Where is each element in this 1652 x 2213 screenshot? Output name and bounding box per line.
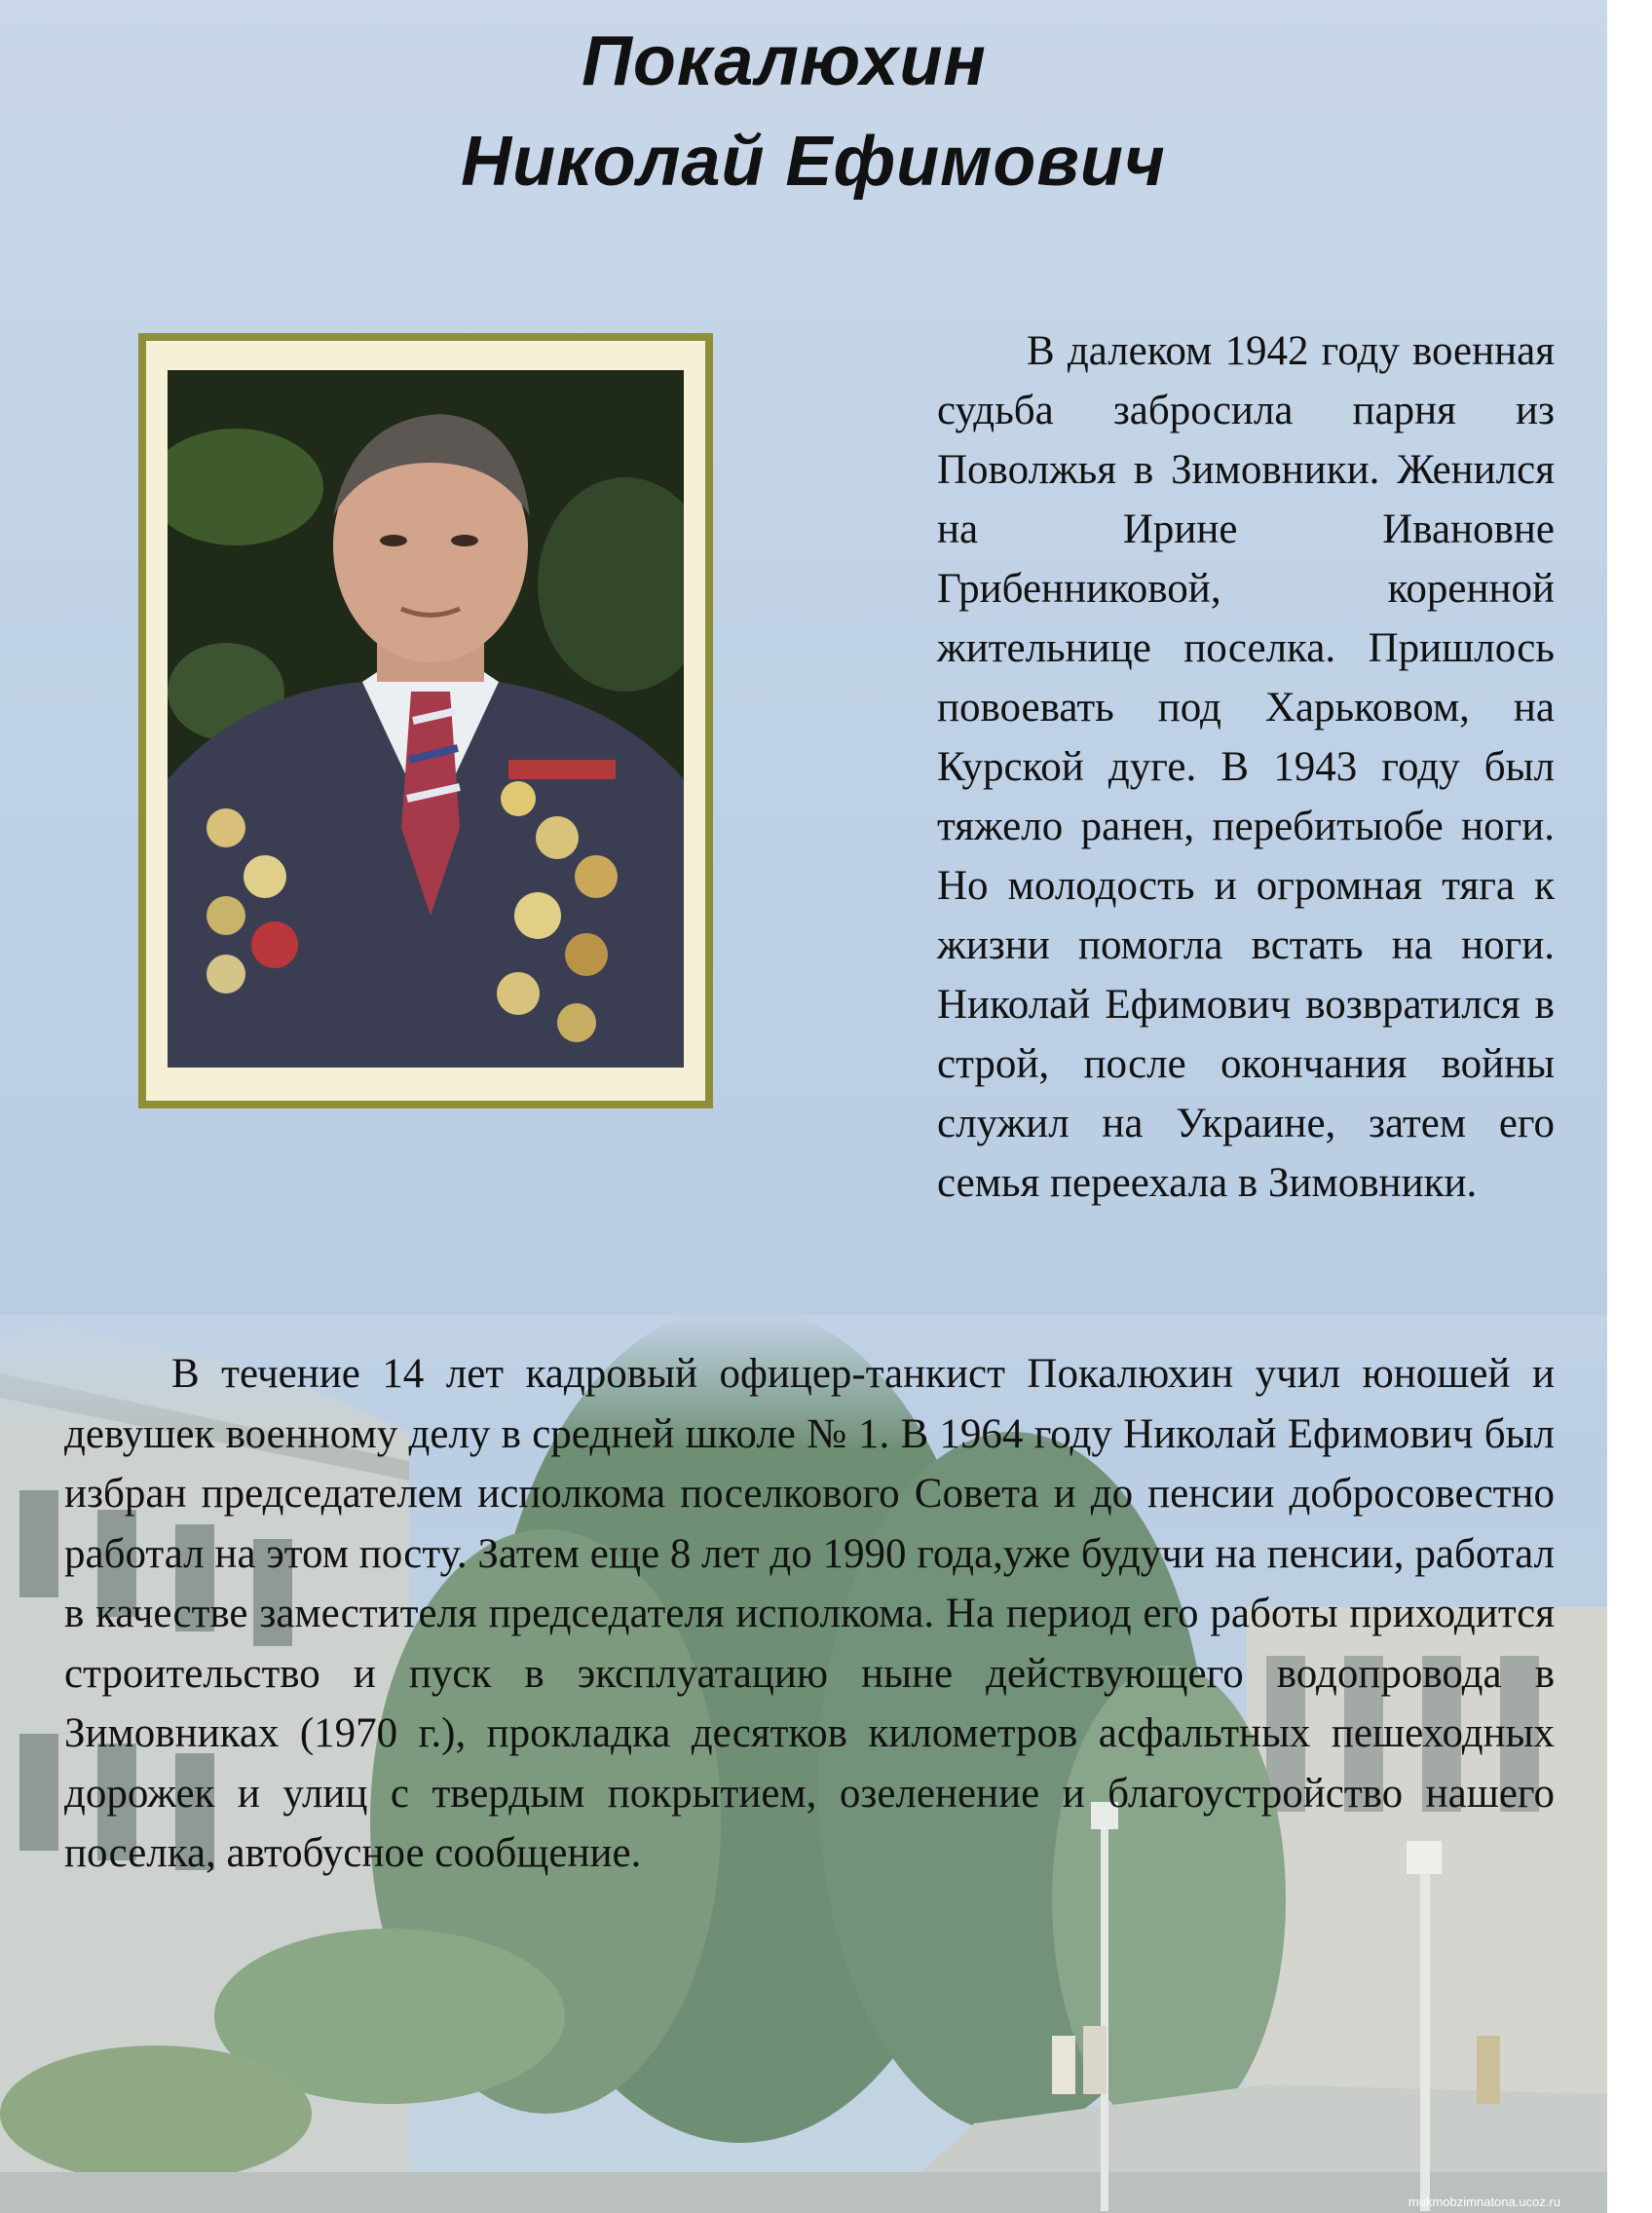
biography-paragraph-1: В далеком 1942 году военная судьба забросила парня из Поволжья в Зимовники. Женился на Ирине Ивановне Грибенниковой, коренной жительнице поселка. Пришлось повоевать под Харьковом, на Курской дуге. В 1943 году был тяжело ранен, перебитыобе ноги. Но молодость и огромная тяга к жизни помогла встать на ноги. Николай Ефимович возвратился в строй, после окончания войны служил на Украине, затем его семья переехала в Зимовники. [937, 328, 1555, 1206]
site-watermark: mukmobzimnatona.ucoz.ru [1408, 2194, 1560, 2209]
biography-paragraph-2: В течение 14 лет кадровый офицер-танкист Покалюхин учил юношей и девушек военному делу в средней школе № 1. В 1964 году Николай Ефимович был избран председателем исполкома поселкового Совета и до пенсии добросовестно работал на этом посту. Затем еще 8 лет до 1990 года,уже будучи на пенсии, работал в качестве заместителя председателя исполкома. На период его работы приходится строительство и пуск в эксплуатацию ныне действующего водопровода в Зимовниках (1970 г.), прокладка десятков километров асфальтных пешеходных дорожек и улиц с твердым покрытием, озеленение и благоустройство нашего поселка, автобусное сообщение. [64, 1351, 1555, 1876]
portrait-frame [138, 333, 713, 1108]
biography-full-width-text [64, 1344, 1555, 1884]
biography-column-text [937, 321, 1555, 1213]
scan-margin [1607, 0, 1652, 2213]
name-heading: Николай Ефимович [461, 123, 1166, 201]
surname-heading: Покалюхин [582, 22, 987, 100]
veteran-portrait-icon [168, 370, 684, 1068]
portrait-photo [168, 370, 684, 1068]
